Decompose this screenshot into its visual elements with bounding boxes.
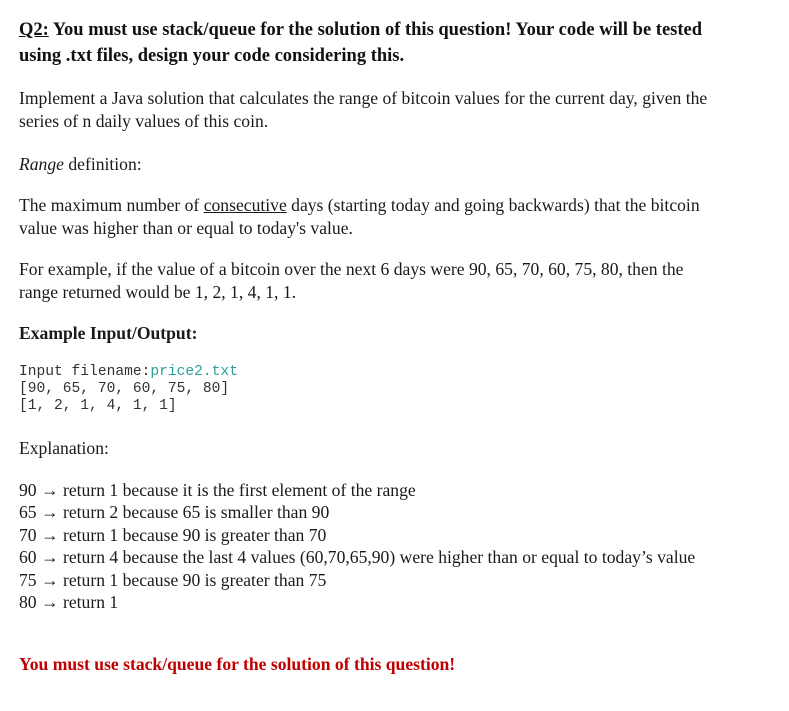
output-values: [1, 2, 1, 4, 1, 1] — [19, 398, 177, 414]
range-term: Range — [19, 154, 64, 174]
explanation-list — [19, 479, 695, 613]
explanation-heading: Explanation: — [19, 438, 109, 458]
intro-paragraph — [19, 87, 707, 133]
example-io-code-block — [19, 364, 238, 415]
explanation-line: 80 → return 1 — [19, 592, 119, 613]
intro-line1: Implement a Java solution that calculates the range of bitcoin values for the current day, given the — [19, 88, 708, 108]
example-paragraph — [19, 258, 683, 304]
consecutive-word: consecutive — [203, 195, 287, 215]
example-line2: range returned would be 1, 2, 1, 4, 1, 1. — [19, 282, 297, 302]
range-definition-label — [19, 153, 142, 176]
definition-line2: value was higher than or equal to today's value. — [19, 218, 353, 238]
example-io-heading: Example Input/Output: — [19, 323, 198, 343]
definition-paragraph — [19, 194, 700, 240]
definition-part2: days (starting today and going backwards) that the bitcoin — [286, 195, 700, 215]
input-values: [90, 65, 70, 60, 75, 80] — [19, 381, 230, 397]
explanation-line: 70 → return 1 because 90 is greater than 70 — [19, 524, 327, 545]
stack-queue-warning: You must use stack/queue for the solution of this question! — [19, 654, 456, 674]
input-filename: price2.txt — [150, 364, 238, 380]
explanation-line: 60 → return 4 because the last 4 values (60,70,65,90) were higher than or equal to today’s value — [19, 547, 696, 568]
intro-line2: series of n daily values of this coin. — [19, 111, 269, 131]
input-filename-label: Input filename: — [19, 364, 151, 380]
example-line1: For example, if the value of a bitcoin over the next 6 days were 90, 65, 70, 60, 75, 80, then the — [19, 259, 684, 279]
question-header-line2: using .txt files, design your code considering this. — [19, 46, 405, 66]
question-number: Q2: — [19, 20, 49, 40]
explanation-line: 65 → return 2 because 65 is smaller than 90 — [19, 502, 330, 523]
question-header-line1: You must use stack/queue for the solution of this question! Your code will be tested — [48, 20, 703, 40]
question-header — [19, 17, 702, 69]
explanation-line: 75 → return 1 because 90 is greater than 75 — [19, 569, 327, 590]
explanation-line: 90 → return 1 because it is the first element of the range — [19, 480, 416, 500]
definition-part1: The maximum number of — [19, 195, 204, 215]
range-definition-rest: definition: — [63, 154, 142, 174]
